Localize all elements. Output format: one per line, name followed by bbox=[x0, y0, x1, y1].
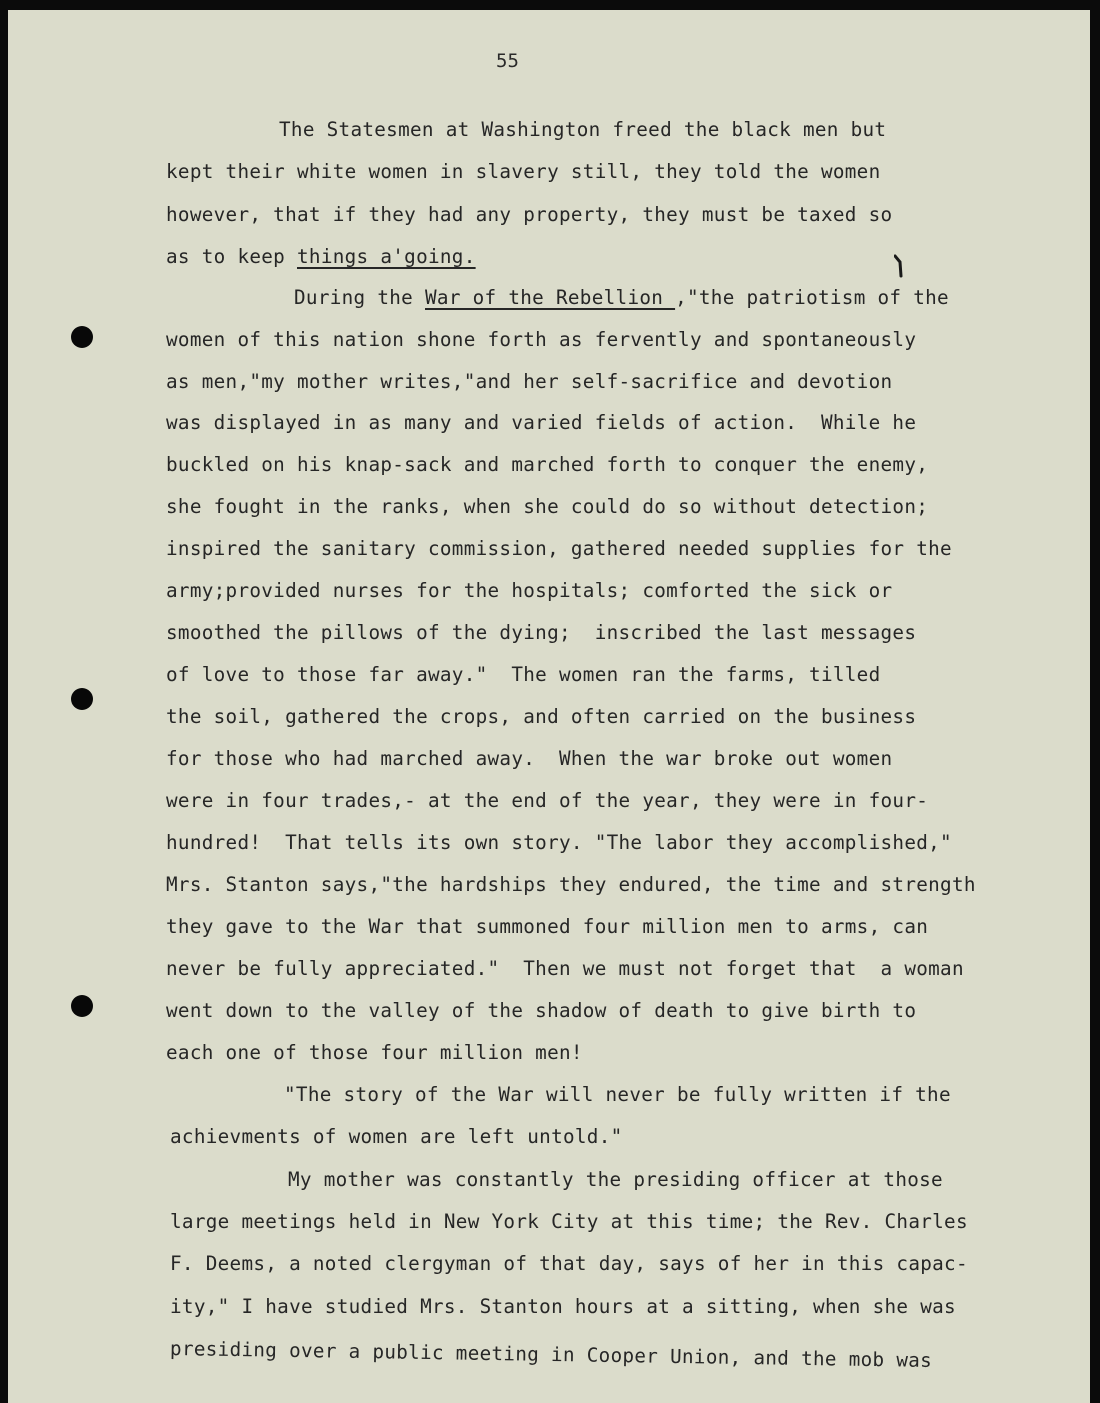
text-line-13: smoothed the pillows of the dying; inscribed the last messages bbox=[166, 621, 917, 644]
text-line-22: went down to the valley of the shadow of death to give birth to bbox=[166, 999, 917, 1022]
page-number: 55 bbox=[496, 50, 519, 72]
text-line-11: inspired the sanitary commission, gathered needed supplies for the bbox=[166, 537, 952, 560]
text-line-26: My mother was constantly the presiding officer at those bbox=[288, 1168, 943, 1191]
text-line-4 bbox=[166, 245, 476, 269]
text-line-24: "The story of the War will never be fully written if the bbox=[284, 1083, 951, 1106]
text-line-17: were in four trades,- at the end of the year, they were in four- bbox=[166, 789, 929, 812]
text-line-10: she fought in the ranks, when she could do so without detection; bbox=[166, 495, 929, 518]
body-text bbox=[8, 10, 1090, 1403]
text-line-3: however, that if they had any property, they must be taxed so bbox=[166, 203, 893, 226]
text-line-25: achievments of women are left untold." bbox=[170, 1125, 623, 1148]
text-line-27: large meetings held in New York City at this time; the Rev. Charles bbox=[170, 1210, 968, 1233]
text-line-19: Mrs. Stanton says,"the hardships they endured, the time and strength bbox=[166, 873, 976, 896]
text-line-28: F. Deems, a noted clergyman of that day, says of her in this capac- bbox=[170, 1252, 968, 1275]
text-line-6: women of this nation shone forth as fervently and spontaneously bbox=[166, 328, 917, 351]
text-line-30: presiding over a public meeting in Cooper Union, and the mob was bbox=[169, 1337, 933, 1372]
text-line-29: ity," I have studied Mrs. Stanton hours at a sitting, when she was bbox=[170, 1295, 956, 1318]
text-line-9: buckled on his knap-sack and marched forth to conquer the enemy, bbox=[166, 453, 929, 476]
text-line-5-segment-2: War of the Rebellion bbox=[425, 286, 676, 309]
text-line-14: of love to those far away." The women ran the farms, tilled bbox=[166, 663, 881, 686]
text-line-18: hundred! That tells its own story. "The labor they accomplished," bbox=[166, 831, 952, 854]
text-line-12: army;provided nurses for the hospitals; comforted the sick or bbox=[166, 579, 893, 602]
text-line-1: The Statesmen at Washington freed the black men but bbox=[279, 118, 887, 141]
text-line-15: the soil, gathered the crops, and often carried on the business bbox=[166, 705, 917, 728]
text-line-16: for those who had marched away. When the war broke out women bbox=[166, 747, 893, 770]
text-line-4-segment-1: as to keep bbox=[166, 245, 297, 268]
text-line-4-segment-2: things a'going. bbox=[297, 245, 476, 268]
text-line-7: as men,"my mother writes,"and her self-sacrifice and devotion bbox=[166, 370, 893, 393]
text-line-20: they gave to the War that summoned four million men to arms, can bbox=[166, 915, 929, 938]
text-line-2: kept their white women in slavery still, they told the women bbox=[166, 160, 881, 183]
typed-page bbox=[8, 10, 1090, 1403]
text-line-5-segment-3: ,"the patriotism of the bbox=[675, 286, 949, 309]
text-line-21: never be fully appreciated." Then we must not forget that a woman bbox=[166, 957, 964, 980]
text-line-8: was displayed in as many and varied fields of action. While he bbox=[166, 411, 917, 434]
text-line-5 bbox=[294, 286, 949, 310]
text-line-23: each one of those four million men! bbox=[166, 1041, 583, 1064]
text-line-5-segment-1: During the bbox=[294, 286, 425, 309]
